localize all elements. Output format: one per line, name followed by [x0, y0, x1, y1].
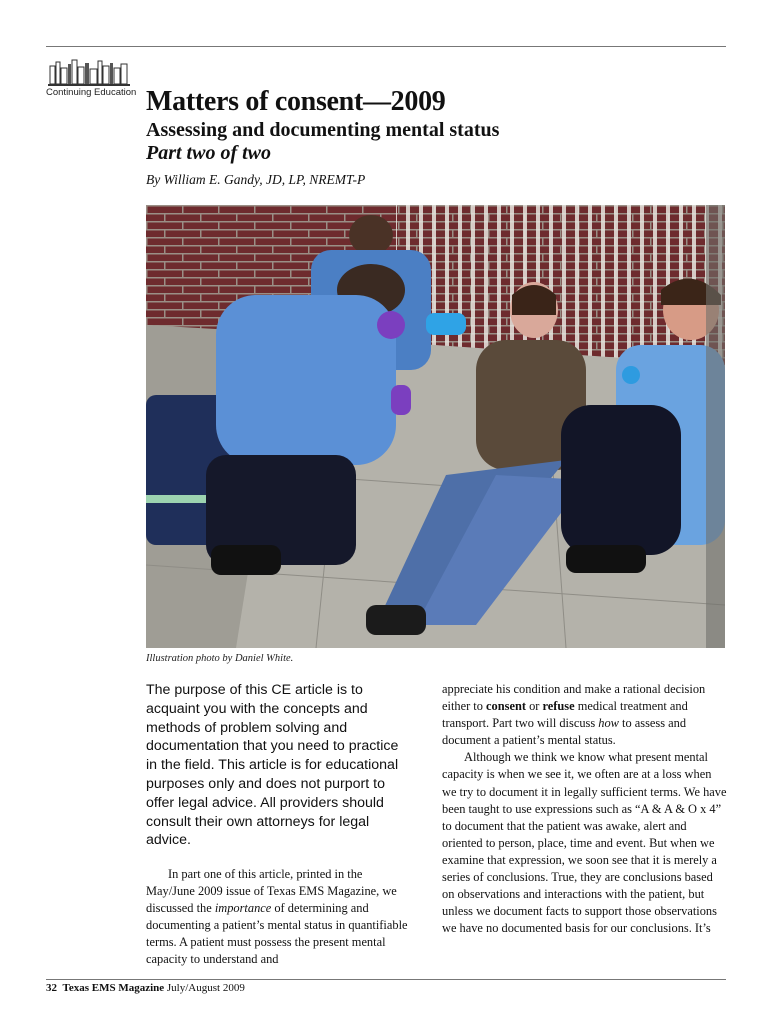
intro-line: purposes only and does not purport to — [146, 775, 385, 792]
photo-caption: Illustration photo by Daniel White. — [146, 653, 294, 664]
body-paragraph: In part one of this article, printed in the May/June 2009 issue of Texas EMS Magazine, we discussed the importance of determining and documenting a patient’s mental status in quantifiable terms. A patient must possess the present mental capacity to understand and — [146, 867, 408, 967]
emphasis-how: how — [598, 716, 619, 731]
intro-line: offer legal advice. All providers should — [146, 794, 384, 811]
intro-paragraph — [146, 681, 418, 850]
article-title: Matters of consent—2009 — [146, 86, 446, 117]
intro-line: The purpose of this CE article is to — [146, 682, 363, 698]
illustration-photo — [146, 205, 725, 648]
emphasis-importance: importance — [214, 901, 272, 916]
magazine-name: Texas EMS Magazine — [62, 982, 165, 994]
column2-body — [442, 681, 728, 937]
bottom-rule — [46, 979, 726, 980]
page-footer — [46, 982, 245, 994]
intro-line: methods of problem solving and — [146, 719, 348, 736]
page-number: 32 — [46, 982, 57, 994]
article-byline: By William E. Gandy, JD, LP, NREMT-P — [146, 172, 366, 187]
emphasis-consent: consent — [486, 699, 526, 714]
section-label: Continuing Education — [46, 87, 137, 98]
body-paragraph: Although we think we know what present mental capacity is when we see it, we often are at a loss when we try to document it in legally sufficient terms. We have been taught to use expressions such as “A & A & O x 4” to document that the patient was awake, alert and oriented to person, place, time and event. But when we examine that expression, we soon see that it is merely a series of conclusions. True, they are conclusions based on observations and interactions with the patient, but unless we document facts to support those observations we have no documented basis for our conclusions. It’s — [442, 750, 727, 936]
column1-body — [146, 866, 414, 969]
issue-date: July/August 2009 — [166, 982, 245, 994]
intro-line: advice. — [146, 832, 191, 849]
intro-line: in the field. This article is for educational — [146, 757, 399, 774]
article-subtitle: Assessing and documenting mental status — [146, 119, 500, 141]
intro-line: acquaint you with the concepts and — [146, 700, 368, 717]
emphasis-refuse: refuse — [542, 699, 575, 714]
bookshelf-logo-icon — [48, 58, 130, 86]
article-part: Part two of two — [146, 142, 272, 164]
intro-line: documentation that you need to practice — [146, 738, 399, 755]
body-paragraph: appreciate his condition and make a rational decision either to consent or refuse medical treatment and transport. Part two will discuss how to assess and document a patient’s mental status. — [442, 682, 706, 748]
intro-line: consult their own attorneys for legal — [146, 813, 370, 830]
top-rule — [46, 46, 726, 47]
